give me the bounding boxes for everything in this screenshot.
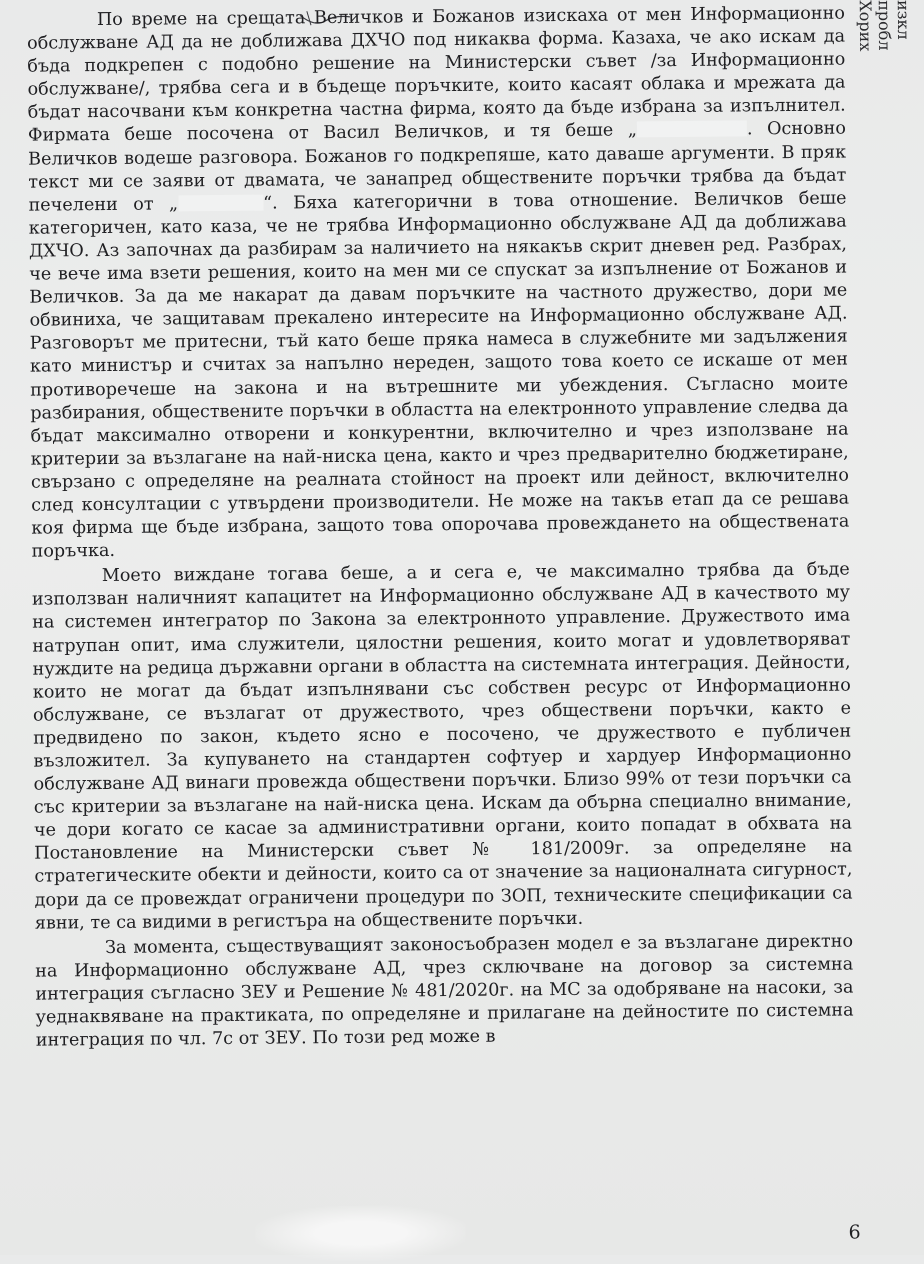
blurred-signature: [255, 1205, 465, 1262]
page-number: 6: [848, 1221, 861, 1244]
paragraph-text: По време на срещата Величков и Божанов изискаха от мен Информационно обслужване АД да не доближава ДХЧО под никаква форма. Казаха, че ако искам да бъда подкрепен с подобно решение на Министерски съвет /за Информационно обслужване/, трябва сега и в бъдеще поръчките, които касаят облака и мрежата да бъдат насочвани към конкретна частна фирма, която да бъде избрана за изпълнител. Фирмата беше посочена от Васил Величков, и тя беше „: [27, 3, 846, 147]
paragraph-text: “. Бяха категорични в това отношение. Величков беше категоричен, като каза, че не трябва Информационно обслужване АД да доближава ДХЧО. Аз започнах да разбирам за наличието на някакъв скрит дневен ред. Разбрах, че вече има взети решения, които на мен ми се спускат за изпълнение от Божанов и Величков. За да ме накарат да давам поръчките на частното дружество, дори ме обвиниха, че защитавам прекалено интересите на Информационно обслужване АД. Разговорът ме притесни, тъй като беше пряка намеса в служебните ми задължения като министър и считах за напълно нередeн, защото това което се искаше от мен противоречеше на закона и на вътрешните ми убеждения. Съгласно моите разбирания, обществените поръчки в областта на електронното управление следва да бъдат максимално отворени и конкурентни, включително и чрез използване на критерии за възлагане на най-ниска цена, както и чрез предварително бюджетиране, свързано с определяне на реалната стойност на проект или дейност, включително след консултации с утвърдени производители. Не може на такъв етап да се решава коя фирма ще бъде избрана, защото това опорочава провеждането на обществената поръчка.: [28, 188, 850, 562]
paragraph-3: За момента, съществуващият законосъобразен модел е за възлагане директно на Информационно обслужване АД, чрез сключване на договор за системна интеграция съгласно ЗЕУ и Решение № 481/2020г. на МС за одобряване на насоки, за уеднаквяване на практиката, по определяне и прилагане на дейностите по системна интеграция по чл. 7с от ЗЕУ. По този ред може в: [35, 931, 854, 1051]
paragraph-2: Моето виждане тогава беше, а и сега е, че максимално трябва да бъде използван наличният капацитет на Информационно обслужване АД в качеството му на системен интегратор по Закона за електронното управление. Дружеството има натрупан опит, има служители, цялостни решения, които могат и удовлетворяват нуждите на редица държавни органи в областта на системната интеграция. Дейности, които не могат да бъдат изпълнявани със собствен ресурс от Информационно обслужване, се възлагат от дружеството, чрез обществени поръчки, както е предвидено по закон, където ясно е посочено, че дружеството е публичен възложител. За купуването на стандартен софтуер и хардуер Информационно обслужване АД винаги провежда обществени поръчки. Близо 99% от тези поръчки са със критерии за възлагане на най-ниска цена. Искам да обърна специално внимание, че дори когато се касае за административни органи, които попадат в обхвата на Постановление на Министерски съвет № 181/2009г. за определяне на стратегическите обекти и дейности, които са от значение за националната сигурност, дори да се провеждат ограничени процедури по ЗОП, техническите спецификации са явни, те са видими в регистъра на обществените поръчки.: [31, 559, 853, 934]
redaction-block: [637, 121, 747, 138]
redaction-block: [178, 194, 263, 211]
margin-note: изкл пробл Хорих: [855, 0, 914, 52]
paragraph-text: . Основно Величков водеше разговора. Божанов го подкрепяше, като даваше аргументи. В пряк текст ми се заяви от двамата, че занапред обществените поръчки трябва да бъдат печелени от „: [28, 118, 847, 216]
document-body: [27, 3, 854, 1053]
paragraph-1: [27, 3, 850, 564]
